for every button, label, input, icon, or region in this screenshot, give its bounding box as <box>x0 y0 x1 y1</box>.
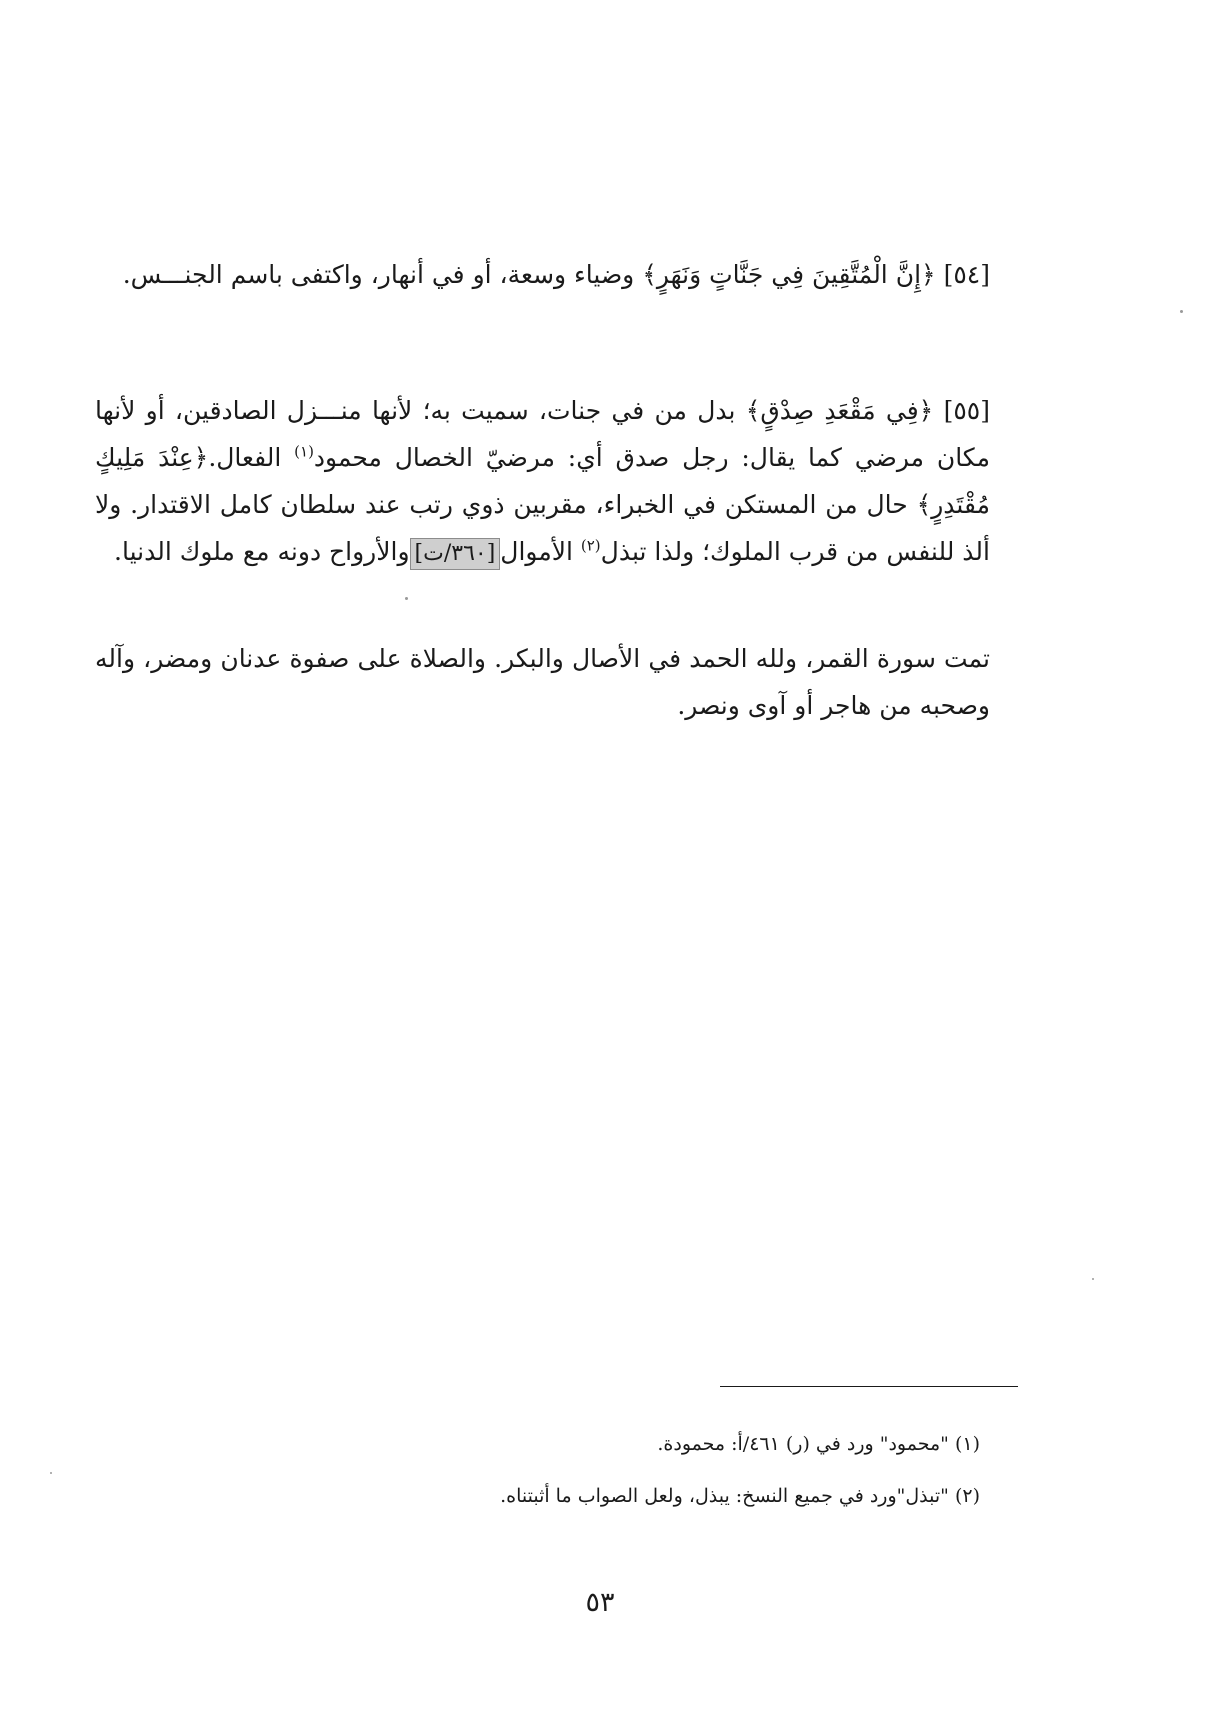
paragraph-55-text-b: الفعال.﴿عِنْدَ مَلِيكٍ مُقْتَدِرٍ﴾ حال من المستكن في الخبراء، مقربين ذوي رتب عند سلطان كامل الاقتدار. ولا ألذ للنفس من قرب الملوك؛ ولذا تبذل <box>95 443 990 566</box>
verse-number-54: [٥٤] <box>943 260 990 289</box>
paragraph-54 <box>95 251 990 298</box>
footnote-ref-1: (١) <box>294 442 314 461</box>
footnote-divider <box>720 1386 1018 1387</box>
verse-number-55: [٥٥] <box>943 396 990 425</box>
closing-paragraph: تمت سورة القمر، ولله الحمد في الأصال والبكر. والصلاة على صفوة عدنان ومضر، وآله وصحبه من هاجر أو آوى ونصر. <box>95 644 990 720</box>
paragraph-55 <box>95 387 990 575</box>
paragraph-54-text: ﴿إِنَّ الْمُتَّقِينَ فِي جَنَّاتٍ وَنَهَرٍ﴾ وضياء وسعة، أو في أنهار، واكتفى باسم الجنـــس. <box>122 260 944 289</box>
paragraph-55-text-d: والأرواح دونه مع ملوك الدنيا. <box>114 537 410 566</box>
footnote-2: (٢) "تبذل"ورد في جميع النسخ: يبذل، ولعل الصواب ما أثبتناه. <box>500 1485 980 1507</box>
scan-speck <box>1092 1278 1094 1280</box>
folio-marker: [٣٦٠/ت] <box>410 538 501 570</box>
scan-speck <box>405 597 408 600</box>
paragraph-55-text-c: الأموال <box>500 537 581 566</box>
footnote-ref-2: (٢) <box>580 536 601 555</box>
page-number: ٥٣ <box>585 1587 615 1618</box>
paragraph-55-text-a: ﴿فِي مَقْعَدِ صِدْقٍ﴾ بدل من في جنات، سميت به؛ لأنها منـــزل الصادقين، أو لأنها مكان مرضي كما يقال: رجل صدق أي: مرضيّ الخصال محمود <box>95 396 991 472</box>
scan-speck <box>50 1472 52 1474</box>
scan-speck <box>1180 310 1183 313</box>
footnote-1: (١) "محمود" ورد في (ر) ٤٦١/أ: محمودة. <box>657 1433 980 1455</box>
